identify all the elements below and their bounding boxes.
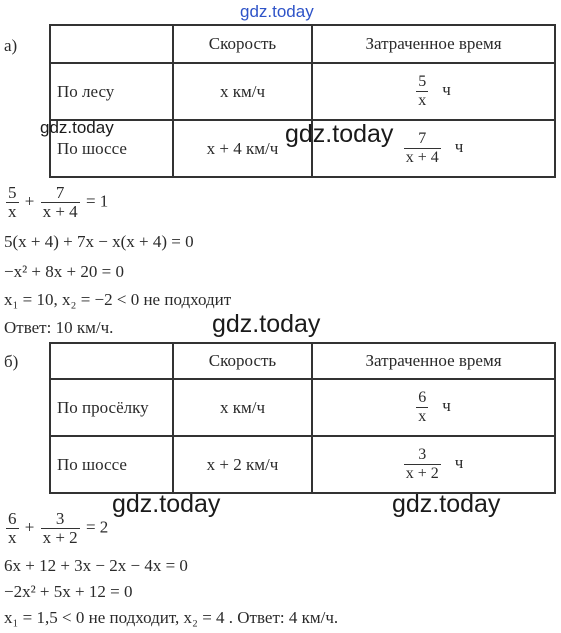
eq-fraction-2	[41, 184, 80, 221]
part-b-line-2: −2x² + 5x + 12 = 0	[4, 582, 133, 601]
part-b-table	[49, 342, 556, 494]
eq-rhs: = 1	[85, 191, 109, 211]
table-row	[50, 63, 555, 120]
time-denominator: x + 4	[405, 149, 439, 166]
time-numerator: 6	[418, 389, 427, 406]
watermark-b-left: gdz.today	[112, 490, 221, 518]
eq-denominator: x + 4	[42, 202, 78, 221]
eq-numerator: 7	[55, 183, 65, 202]
eq-rhs: = 2	[85, 517, 109, 537]
row-name: По лесу	[50, 63, 173, 120]
row-name: По шоссе	[50, 436, 173, 493]
eq-denominator: x + 2	[42, 528, 78, 547]
part-a-line-3: x₁ = 10, x₂ = −2 < 0 не подходит	[4, 290, 232, 309]
time-unit: ч	[454, 453, 464, 473]
time-unit: ч	[442, 80, 451, 100]
eq-numerator: 6	[8, 509, 17, 528]
header-speed: Скорость	[173, 25, 312, 63]
time-denominator: x	[418, 408, 427, 425]
header-time: Затраченное время	[312, 343, 555, 379]
row-speed: x км/ч	[173, 379, 312, 436]
eq-denominator: x	[8, 528, 17, 547]
header-speed: Скорость	[173, 343, 312, 379]
part-a-label: а)	[4, 36, 18, 55]
part-a-line-2: −x² + 8x + 20 = 0	[4, 262, 124, 281]
time-unit: ч	[442, 396, 451, 416]
row-name: По просёлку	[50, 379, 173, 436]
row-speed: x км/ч	[173, 63, 312, 120]
header-empty	[50, 343, 173, 379]
time-fraction	[404, 446, 441, 483]
time-fraction	[416, 389, 428, 426]
table-row	[50, 436, 555, 493]
time-numerator: 3	[418, 446, 427, 463]
row-name: По шоссе	[50, 120, 173, 177]
row-speed: x + 2 км/ч	[173, 436, 312, 493]
watermark-a-mid: gdz.today	[285, 120, 394, 148]
header-time: Затраченное время	[312, 25, 555, 63]
part-a-answer: Ответ: 10 км/ч.	[4, 318, 114, 337]
time-numerator: 5	[418, 73, 427, 90]
time-numerator: 7	[418, 130, 427, 147]
part-b-line-3: x₁ = 1,5 < 0 не подходит, x₂ = 4 . Ответ: 4 км/ч.	[4, 608, 339, 627]
eq-denominator: x	[8, 202, 17, 221]
eq-fraction-1	[6, 184, 19, 221]
eq-plus: +	[24, 191, 35, 211]
time-denominator: x	[418, 92, 427, 109]
row-time	[312, 436, 555, 493]
part-a-equation	[4, 184, 108, 221]
row-time	[312, 379, 555, 436]
watermark-top: gdz.today	[240, 2, 314, 21]
row-time	[312, 63, 555, 120]
part-a-table	[49, 24, 556, 178]
part-a-line-1: 5(x + 4) + 7x − x(x + 4) = 0	[4, 232, 194, 251]
part-b-label: б)	[4, 352, 19, 371]
eq-plus: +	[24, 517, 35, 537]
time-denominator: x + 2	[405, 465, 439, 482]
eq-fraction-1	[6, 510, 19, 547]
table-row	[50, 379, 555, 436]
watermark-a-answer: gdz.today	[212, 310, 321, 338]
time-fraction	[404, 130, 441, 167]
watermark-b-right: gdz.today	[392, 490, 501, 518]
time-unit: ч	[454, 137, 464, 157]
row-speed: x + 4 км/ч	[173, 120, 312, 177]
eq-numerator: 5	[8, 183, 17, 202]
watermark-a-left: gdz.today	[40, 118, 114, 137]
eq-fraction-2	[41, 510, 80, 547]
eq-numerator: 3	[55, 509, 65, 528]
part-b-line-1: 6x + 12 + 3x − 2x − 4x = 0	[4, 556, 188, 575]
header-empty	[50, 25, 173, 63]
time-fraction	[416, 73, 428, 110]
part-b-equation	[4, 510, 108, 547]
